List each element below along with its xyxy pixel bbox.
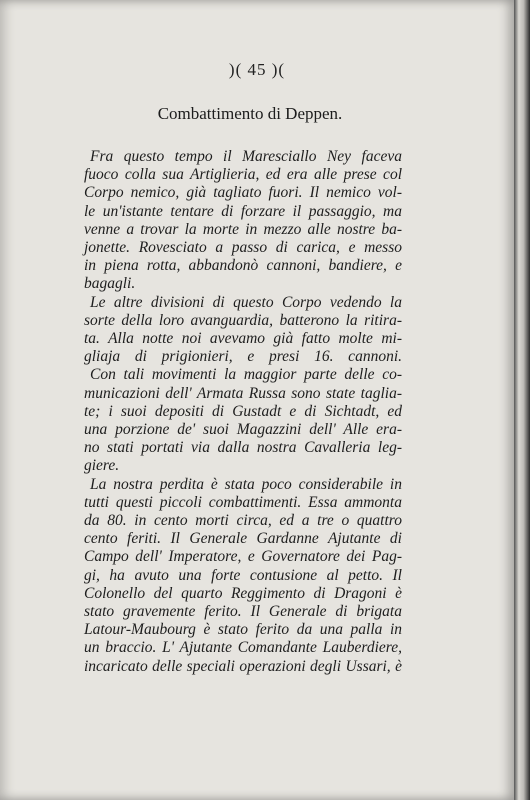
text-line: gi, ha avuto una forte contusione al petto. Il [84, 566, 402, 584]
book-edge [514, 0, 530, 800]
text-line: Colonello del quarto Reggimento di Dragoni è [84, 584, 402, 602]
text-line: Latour-Maubourg è stato ferito da una palla in [84, 621, 402, 639]
body-text [84, 148, 402, 676]
text-line: una porzione de' suoi Magazzini dell' Alle era- [84, 421, 402, 439]
text-line: Campo dell' Imperatore, e Governatore dei Pag- [84, 548, 402, 566]
text-line: Fra questo tempo il Maresciallo Ney faceva [90, 148, 402, 165]
text-line: Corpo nemico, già tagliato fuori. Il nemico vol- [84, 184, 402, 202]
section-heading: Combattimento di Deppen. [157, 104, 343, 123]
text-line: Con tali movimenti la maggior parte delle co- [90, 366, 402, 384]
text-line: gliaja di prigionieri, e presi 16. cannoni. [84, 348, 402, 366]
text-line: municazioni dell' Armata Russa sono state taglia- [84, 384, 402, 402]
page-number: )( 45 )( [228, 60, 286, 79]
text-line: le un'istante tentare di forzare il passaggio, ma [84, 202, 402, 220]
text-line: un braccio. L' Ajutante Comandante Lauberdiere, [84, 639, 402, 657]
text-line: tutti questi piccoli combattimenti. Essa ammonta [84, 493, 402, 511]
text-line: te; i suoi depositi di Gustadt e di Sichtadt, ed [84, 402, 402, 420]
text-line: fuoco colla sua Artiglieria, ed era alle prese col [84, 166, 402, 184]
text-line: giere. [84, 457, 120, 475]
text-line: da 80. in cento morti circa, ed a tre o quattro [84, 512, 402, 530]
text-line: ta. Alla notte noi avevamo già fatto molte mi- [84, 330, 402, 348]
text-line: venne a trovar la morte in mezzo alle nostre ba- [84, 220, 402, 238]
text-line: in piena rotta, abbandonò cannoni, bandiere, e [84, 257, 402, 275]
text-line: no stati portati via dalla nostra Cavalleria leg- [84, 439, 402, 457]
text-line: sorte della loro avanguardia, batterono la ritira- [84, 311, 402, 329]
text-line: jonette. Rovesciato a passo di carica, e messo [84, 239, 402, 257]
text-line: cento feriti. Il Generale Gardanne Ajutante di [84, 530, 402, 548]
text-line: incaricato delle speciali operazioni degli Ussari, è [84, 657, 402, 675]
text-line: bagagli. [84, 275, 136, 293]
text-line: stato gravemente ferito. Il Generale di brigata [84, 603, 402, 621]
text-line: Le altre divisioni di questo Corpo vedendo la [90, 293, 402, 311]
text-line: La nostra perdita è stata poco considerabile in [90, 475, 402, 493]
